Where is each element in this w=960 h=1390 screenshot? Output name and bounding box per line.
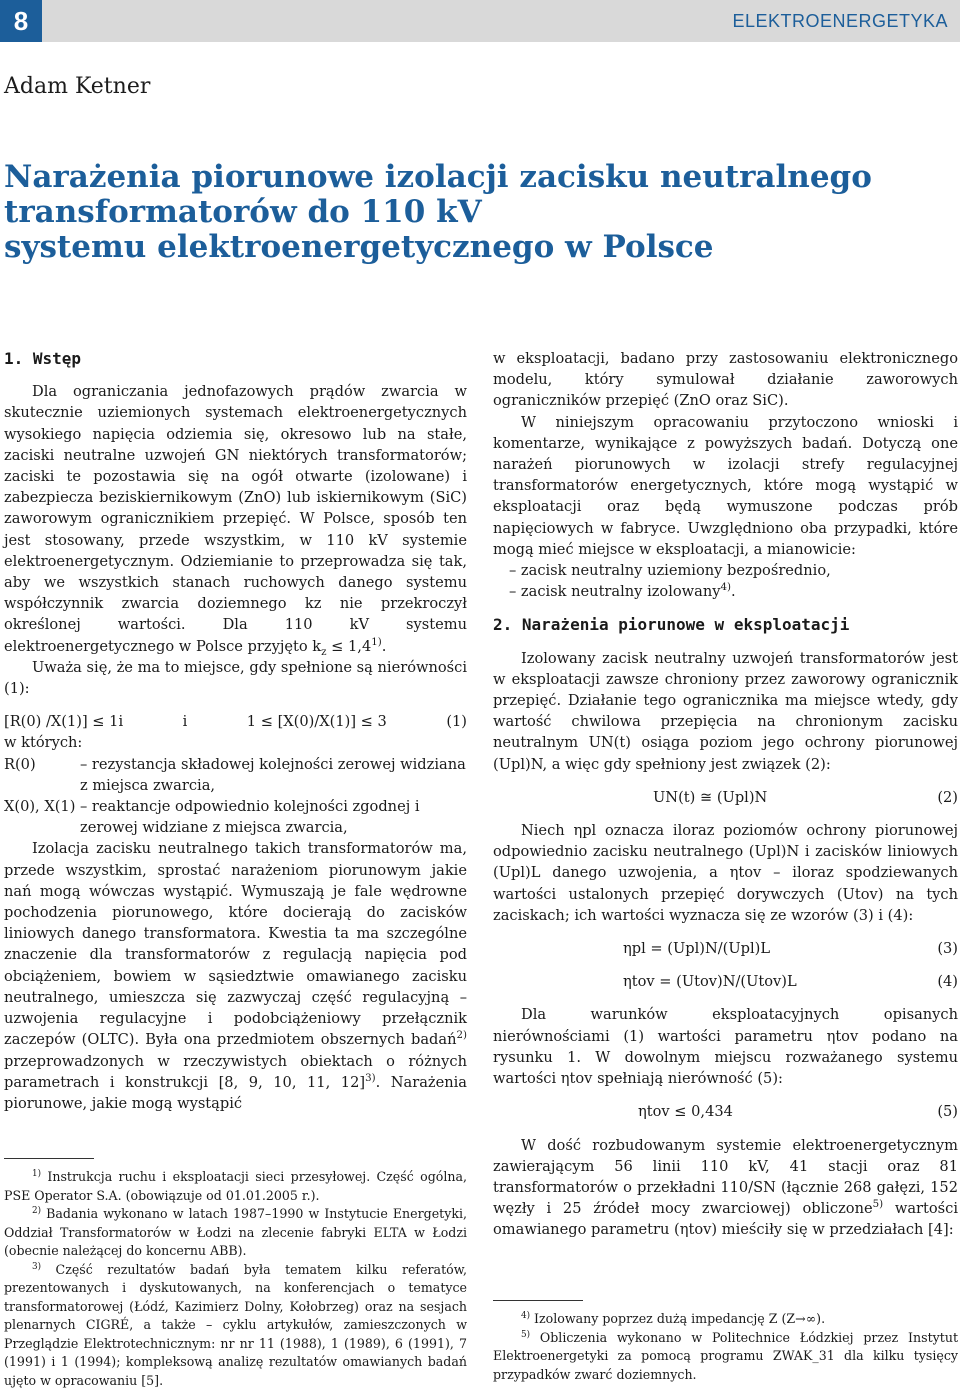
footnote-text: Obliczenia wykonano w Politechnice Łódzkiej przez Instytut Elektroenergetyki za pomocą programu ZWAK_31 dla kilku tysięcy przypadków zwarć doziemnych. [493, 1330, 958, 1382]
footnote [4, 1261, 467, 1390]
paragraph-text: . [382, 638, 387, 655]
footnote-rule [493, 1300, 583, 1301]
equation-text: ηtov ≤ 0,434 [493, 1101, 733, 1122]
symbol: k [312, 638, 321, 655]
subscript: z [321, 647, 326, 658]
footnote-ref: 2) [457, 1030, 468, 1041]
equation-5 [493, 1101, 958, 1122]
footnote-text: Część rezultatów badań była tematem kilku referatów, prezentowanych i dyskutowanych, na konferencjach o tematyce transformatorowej (Łódź, Kazimierz Dolny, Kołobrzeg) oraz na sesjach plenarnych CIGRÉ, a także – cyklu artykułów, zamieszczonych w Przeglądzie Elektrotechnicznym: nr nr 11 (1988), 1 (1989), 6 (1991), 7 (1991) i 1 (1994); kompleksową analizę rezultatów omawianych badań ujęto w opracowaniu [5]. [4, 1262, 467, 1388]
def-text: – reaktancje odpowiednio kolejności zgodnej i zerowej widziane z miejsca zwarcia, [80, 796, 467, 838]
eq-number: (1) [446, 711, 467, 732]
footnote-ref: 3) [365, 1073, 376, 1084]
footnote [493, 1310, 958, 1329]
footnote-mark: 3) [32, 1261, 41, 1271]
paragraph [4, 381, 467, 657]
footnote-mark: 5) [521, 1329, 530, 1339]
def-term: X(0), X(1) [4, 796, 80, 838]
paragraph: w eksploatacji, badano przy zastosowaniu elektronicznego modelu, który symulował działanie zaworowych ograniczników przepięć (ZnO oraz SiC). [493, 348, 958, 412]
list-item: – zacisk neutralny uziemiony bezpośrednio, [493, 560, 958, 581]
paragraph: Niech ηpl oznacza iloraz poziomów ochrony piorunowej odpowiednio zacisku neutralnego (Upl)N i zacisków liniowych (Upl)L danego uzwojenia, a ηtov – iloraz spodziewanych wartości ustalonych przepięć dorywczych (Utov) na tych zaciskach; ich wartości wyznacza się ze wzorów (3) i (4): [493, 820, 958, 926]
equation-text: UN(t) ≅ (Upl)N [493, 787, 767, 808]
equation-text: ηtov = (Utov)N/(Utov)L [493, 971, 797, 992]
footnote-text: Instrukcja ruchu i eksploatacji sieci przesyłowej. Część ogólna, PSE Operator S.A. (obowiązuje od 01.01.2005 r.). [4, 1169, 467, 1203]
footnote [4, 1168, 467, 1205]
section-heading: 1. Wstęp [4, 348, 467, 369]
def-text: – rezystancja składowej kolejności zerowej widziana z miejsca zwarcia, [80, 754, 467, 796]
page-header [0, 0, 960, 42]
definition [4, 754, 467, 796]
paragraph-text: przeprowadzonych w rzeczywistych obiektach o różnych parametrach i konstrukcji [8, 9, 10, 11, 12] [4, 1053, 467, 1091]
footnote-text: Izolowany poprzez dużą impedancję Z (Z→∞). [530, 1311, 825, 1326]
eq-left: [R(0) /X(1)] ≤ 1i [4, 711, 123, 732]
paragraph: W niniejszym opracowaniu przytoczono wnioski i komentarze, wynikające z powyższych badań. Dotyczą one narażeń piorunowych w izolacji strefy regulacyjnej transformatorów energetycznych, które mogą wystąpić w eksploatacji oraz będą wymuszone podczas prób napięciowych w fabryce. Uwzględniono oba przypadki, które mogą mieć miejsce w eksploatacji, a mianowicie: [493, 412, 958, 560]
paragraph-text: wartości omawianego parametru (ηtov) mieściły się w przedziałach [4]: [493, 1200, 958, 1238]
footnote-ref: 4) [721, 582, 732, 593]
eq-number: (4) [937, 971, 958, 992]
title-line: transformatorów do 110 kV [4, 195, 934, 230]
footnote-mark: 1) [32, 1169, 41, 1179]
footnote-mark: 2) [32, 1206, 41, 1216]
journal-name: ELEKTROENERGETYKA [732, 0, 948, 42]
eq-right: 1 ≤ [X(0)/X(1)] ≤ 3 [247, 711, 387, 732]
footnote-mark: 4) [521, 1311, 530, 1321]
paragraph: Izolowany zacisk neutralny uzwojeń transformatorów jest w eksploatacji zawsze chroniony przez zaworowy ogranicznik przepięć. Działanie tego ogranicznika ma miejsce wtedy, gdy wartość chwilowa przepięcia na chronionym zacisku neutralnym UN(t) osiąga poziom jego ochrony piorunowej (Upl)N, a więc gdy spełniony jest związek (2): [493, 648, 958, 775]
paragraph-text: Dla ograniczania jednofazowych prądów zwarcia w skutecznie uziemionych systemach elektroenergetycznych wysokiego napięcia odziemia się, okresowo lub na stałe, zaciski neutralne uzwojeń GN niektórych transformatorów; zaciski te pozostawia się na ogół otwarte (izolowane) i zabezpiecza beziskiernikowym (ZnO) lub iskiernikowym (SiC) zaworowym ogranicznikiem przepięć. W Polsce, sposób ten jest stosowany, przede wszystkim, w 110 kV systemie elektroenergetycznym. Odziemianie to przeprowadza się tak, aby we wszystkich stanach ruchowych danego systemu współczynnik zwarcia doziemnego kz nie przekroczył określonej wartości. Dla 110 kV systemu elektroenergetycznego w Polsce przyjęto [4, 383, 467, 654]
title-line: Narażenia piorunowe izolacji zacisku neutralnego [4, 160, 934, 195]
paragraph: Dla warunków eksploatacyjnych opisanych nierównościami (1) wartości parametru ηtov podano na rysunku 1. W dowolnym miejscu rozważanego systemu wartości ηtov spełniają nierówność (5): [493, 1004, 958, 1089]
equation-text: ηpl = (Upl)N/(Upl)L [493, 938, 770, 959]
eq-number: (5) [937, 1101, 958, 1122]
equation-3 [493, 938, 958, 959]
footnotes-left [4, 1168, 467, 1390]
footnote [4, 1205, 467, 1261]
where-label: w których: [4, 732, 467, 753]
paragraph [4, 838, 467, 1114]
eq-number: (3) [937, 938, 958, 959]
page-number: 8 [0, 0, 42, 42]
section-heading: 2. Narażenia piorunowe w eksploatacji [493, 614, 958, 635]
paragraph-text: Izolacja zacisku neutralnego takich transformatorów ma, przede wszystkim, sprostać narażeniom piorunowym jakie nań mogą wówczas wystąpić. Wymuszają je fale wędrowne pochodzenia piorunowego, które docierają do zacisków liniowych danego transformatora. Kwestia ta ma szczególne znaczenie dla transformatorów z regulacją napięcia pod obciążeniem, bowiem w sąsiedztwie omawianego zacisku neutralnego, umieszcza się zazwyczaj część regulacyjną – uzwojenia regulacyjne i podobciążeniowy przełącznik zaczepów (OLTC). Była ona przedmiotem obszernych badań [4, 840, 467, 1048]
paragraph: Uważa się, że ma to miejsce, gdy spełnione są nierówności (1): [4, 657, 467, 699]
footnote [493, 1329, 958, 1385]
eq-mid: i [183, 711, 188, 732]
footnote-rule [4, 1158, 94, 1159]
author-name: Adam Ketner [4, 74, 150, 99]
paragraph [493, 1135, 958, 1241]
list-item-text: – zacisk neutralny izolowany [509, 583, 721, 600]
right-column [493, 348, 958, 1241]
footnote-text: Badania wykonano w latach 1987–1990 w Instytucie Energetyki, Oddział Transformatorów w Łodzi na zlecenie fabryki ELTA w Łodzi (obecnie należącej do koncernu ABB). [4, 1206, 467, 1258]
footnote-ref: 1) [371, 637, 382, 648]
equation-4 [493, 971, 958, 992]
eq-number: (2) [937, 787, 958, 808]
list-item [493, 581, 958, 602]
footnotes-right [493, 1310, 958, 1384]
title-line: systemu elektroenergetycznego w Polsce [4, 230, 934, 265]
equation-2 [493, 787, 958, 808]
left-column [4, 348, 467, 1114]
footnote-ref: 5) [873, 1199, 884, 1210]
paragraph-text: . Narażenia piorunowe, jakie mogą wystąpić [4, 1074, 467, 1112]
article-title [4, 160, 934, 265]
definition [4, 796, 467, 838]
def-term: R(0) [4, 754, 80, 796]
equation-1 [4, 711, 467, 732]
paragraph-text: W dość rozbudowanym systemie elektroenergetycznym zawierającym 56 linii 110 kV, 41 stacji oraz 81 transformatorów o przekładni 110/SN (łącznie 268 gałęzi, 152 węzły i 25 źródeł mocy zwarciowej) obliczone [493, 1137, 958, 1218]
list-item-text: . [731, 583, 736, 600]
paragraph-text: ≤ 1,4 [327, 638, 372, 655]
